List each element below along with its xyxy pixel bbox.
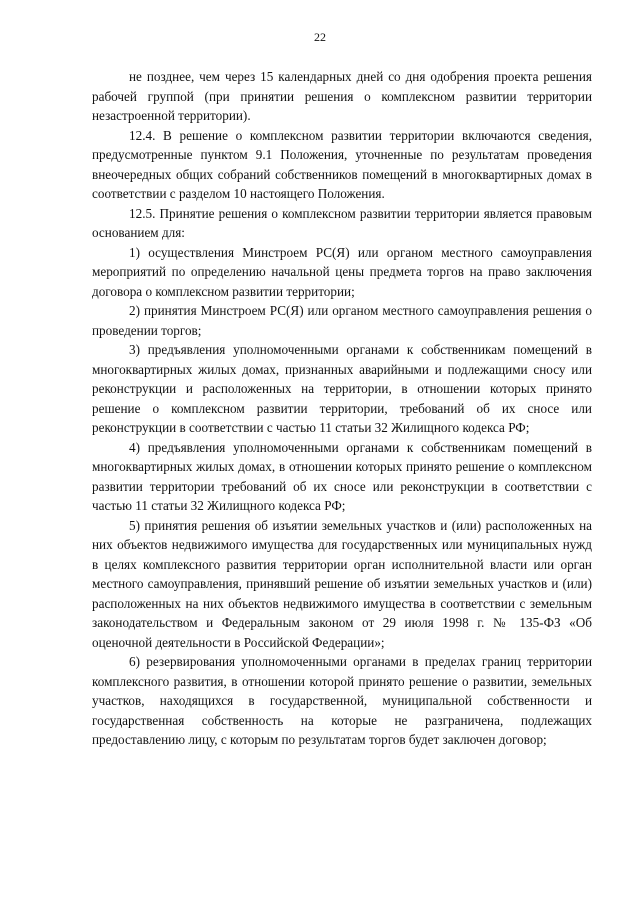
list-item-1: 1) осуществления Минстроем РС(Я) или органом местного самоуправления мероприятий по определению начальной цены предмета торгов на право заключения договора о комплексном развитии территории; xyxy=(92,244,592,299)
list-item-3: 3) предъявления уполномоченными органами к собственникам помещений в многоквартирных жилых домах, признанных аварийными и подлежащими сносу или реконструкции и расположенных на территории, в отношении которых принято решение о комплексном развитии территории, требований об их сносе или реконструкции в соответствии с частью 11 статьи 32 Жилищного кодекса РФ; xyxy=(92,342,592,435)
list-item-6: 6) резервирования уполномоченными органами в пределах границ территории комплексного развития, в отношении которой принято решение о развитии, земельных участков, находящихся в государственной, муниципальной собственности и государственная собственность на которые не разграничена, подлежащих предоставлению лицу, с которым по результатам торгов будет заключен договор; xyxy=(92,654,592,747)
paragraph-12-5: 12.5. Принятие решения о комплексном развитии территории является правовым основанием для: xyxy=(92,205,592,240)
document-body xyxy=(92,67,592,750)
page-number: 22 xyxy=(314,30,326,44)
list-item-4: 4) предъявления уполномоченными органами к собственникам помещений в многоквартирных жилых домах, в отношении которых принято решение о комплексном развитии территории требований об их сносе или реконструкции в соответствии с частью 11 статьи 32 Жилищного кодекса РФ; xyxy=(92,439,592,513)
list-item-2: 2) принятия Минстроем РС(Я) или органом местного самоуправления решения о проведении торгов; xyxy=(92,303,592,338)
list-item-5: 5) принятия решения об изъятии земельных участков и (или) расположенных на них объектов недвижимого имущества для государственных или муниципальных нужд в целях комплексного развития территории орган исполнительной власти или орган местного самоуправления, принявший решение об изъятии земельных участков и (или) расположенных на них объектов недвижимого имущества в соответствии с земельным законодательством и Федеральным законом от 29 июля 1998 г. № 135-ФЗ «Об оценочной деятельности в Российской Федерации»; xyxy=(92,517,592,650)
paragraph-continuation: не позднее, чем через 15 календарных дней со дня одобрения проекта решения рабочей группой (при принятии решения о комплексном развитии территории незастроенной территории). xyxy=(92,69,592,123)
paragraph-12-4: 12.4. В решение о комплексном развитии территории включаются сведения, предусмотренные пунктом 9.1 Положения, уточненные по результатам проведения внеочередных общих собраний собственников помещений в многоквартирных домах в соответствии с разделом 10 настоящего Положения. xyxy=(92,127,592,201)
